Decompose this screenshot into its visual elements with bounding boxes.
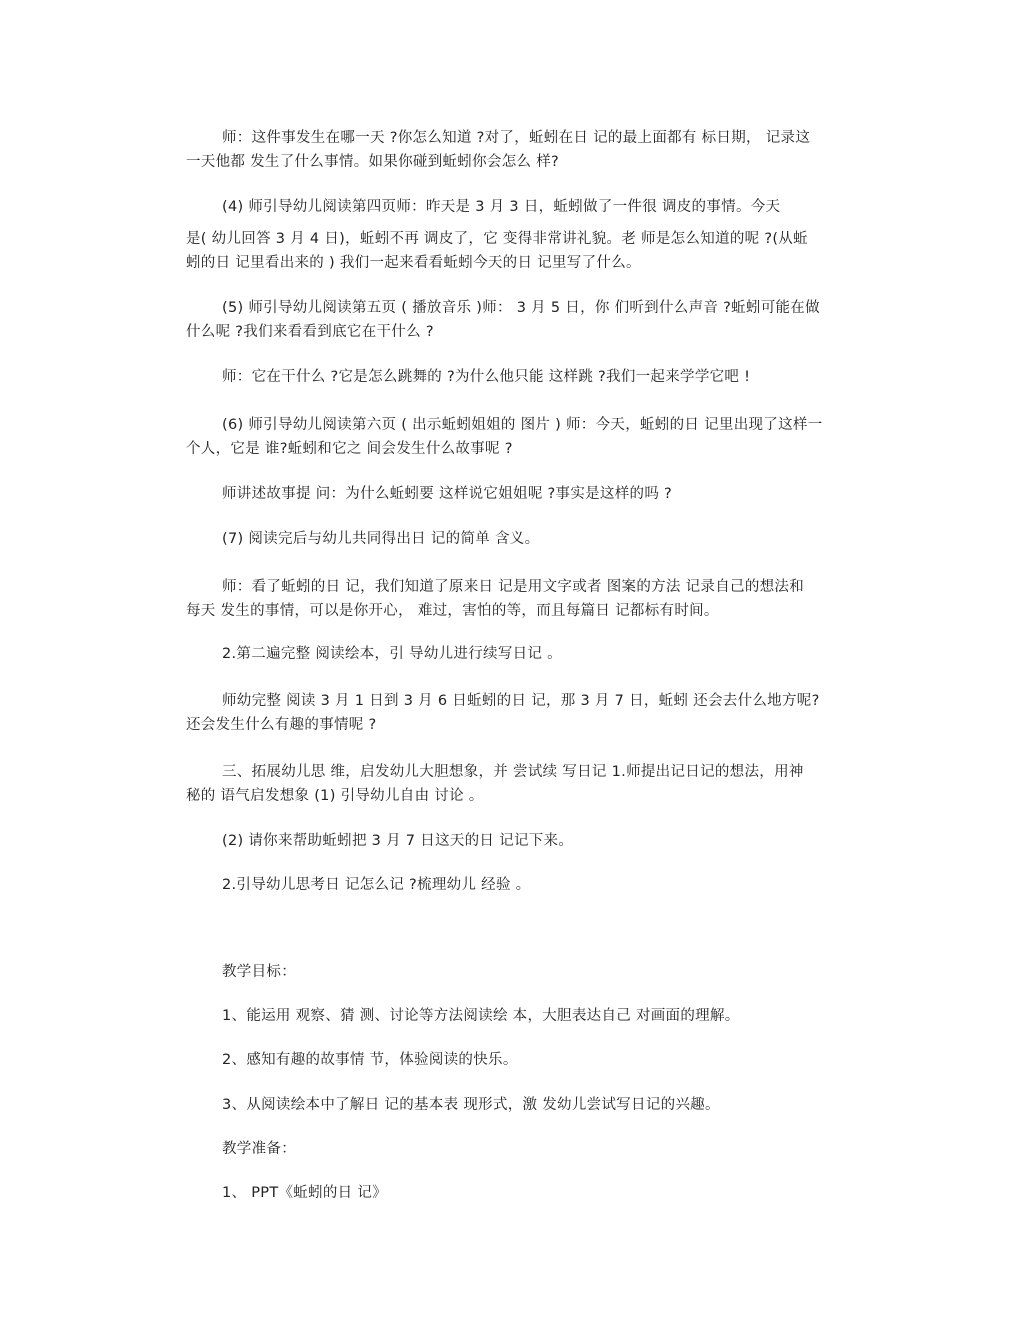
text-line: 每天 发生的事情，可以是你开心， 难过，害怕的等，而且每篇日 记都标有时间。	[186, 603, 719, 619]
text-line: 1、能运用 观察、猜 测、讨论等方法阅读绘 本，大胆表达自己 对画面的理解。	[222, 1008, 740, 1024]
goal-item-3	[150, 1093, 858, 1117]
text-line: 师：这件事发生在哪一天 ?你怎么知道 ?对了，蚯蚓在日 记的最上面都有 标日期， 记录这	[222, 130, 811, 146]
text-line: (7) 阅读完后与幼儿共同得出日 记的简单 含义。	[222, 531, 540, 547]
text-line: (4) 师引导幼儿阅读第四页师：昨天是 3 月 3 日，蚯蚓做了一件很 调皮的事情。今天	[222, 199, 781, 215]
text-line: 师讲述故事提 问：为什么蚯蚓要 这样说它姐姐呢 ?事实是这样的吗 ?	[222, 486, 673, 502]
text-line: 是( 幼儿回答 3 月 4 日)，蚯蚓不再 调皮了，它 变得非常讲礼貌。老 师是怎么知道的呢 ?(从蚯	[186, 231, 808, 247]
paragraph-12	[150, 829, 858, 853]
text-line: 3、从阅读绘本中了解日 记的基本表 现形式，激 发幼儿尝试写日记的兴趣。	[222, 1097, 720, 1113]
text-line: (5) 师引导幼儿阅读第五页 ( 播放音乐 )师： 3 月 5 日，你 们听到什么声音 ?蚯蚓可能在做	[222, 300, 820, 316]
paragraph-2	[150, 195, 858, 275]
text-line: 秘的 语气启发想象 (1) 引导幼儿自由 讨论 。	[186, 788, 484, 804]
paragraph-4	[150, 365, 858, 389]
text-line: (6) 师引导幼儿阅读第六页 ( 出示蚯蚓姐姐的 图片 ) 师：今天，蚯蚓的日 记里出现了这样一	[222, 417, 823, 433]
text-line: 师：它在干什么 ?它是怎么跳舞的 ?为什么他只能 这样跳 ?我们一起来学学它吧 !	[222, 369, 751, 385]
heading-text: 教学准备：	[222, 1141, 296, 1157]
paragraph-1	[150, 126, 858, 174]
text-line: 一天他都 发生了什么事情。如果你碰到蚯蚓你会怎么 样?	[186, 154, 560, 170]
section-heading-goals	[150, 960, 858, 984]
paragraph-10	[150, 689, 858, 737]
preparation-item-1	[150, 1181, 858, 1205]
section-heading-preparation	[150, 1137, 858, 1161]
text-line: 师：看了蚯蚓的日 记，我们知道了原来日 记是用文字或者 图案的方法 记录自己的想法和	[222, 579, 805, 595]
text-line: 蚓的日 记里看出来的 ) 我们一起来看看蚯蚓今天的日 记里写了什么。	[186, 255, 641, 271]
paragraph-13	[150, 873, 858, 897]
paragraph-7	[150, 527, 858, 551]
paragraph-5	[150, 413, 858, 461]
goal-item-1	[150, 1004, 858, 1028]
text-line: 三、拓展幼儿思 维，启发幼儿大胆想象，并 尝试续 写日记 1.师提出记日记的想法，用神	[222, 764, 804, 780]
text-line: 2.引导幼儿思考日 记怎么记 ?梳理幼儿 经验 。	[222, 877, 531, 893]
heading-text: 教学目标：	[222, 964, 296, 980]
text-line: 什么呢 ?我们来看看到底它在干什么 ?	[186, 324, 434, 340]
paragraph-6	[150, 482, 858, 506]
paragraph-3	[150, 296, 858, 344]
text-line: 2.第二遍完整 阅读绘本，引 导幼儿进行续写日记 。	[222, 646, 562, 662]
text-line: 1、 PPT《蚯蚓的日 记》	[222, 1185, 387, 1201]
paragraph-9	[150, 642, 858, 666]
paragraph-8	[150, 575, 858, 623]
text-line: 个人，它是 谁?蚯蚓和它之 间会发生什么故事呢 ?	[186, 441, 513, 457]
text-line: 2、感知有趣的故事情 节，体验阅读的快乐。	[222, 1052, 518, 1068]
text-line: 师幼完整 阅读 3 月 1 日到 3 月 6 日蚯蚓的日 记，那 3 月 7 日，蚯蚓 还会去什么地方呢?	[222, 693, 820, 709]
goal-item-2	[150, 1048, 858, 1072]
paragraph-11	[150, 760, 858, 808]
text-line: 还会发生什么有趣的事情呢 ?	[186, 717, 377, 733]
text-line: (2) 请你来帮助蚯蚓把 3 月 7 日这天的日 记记下来。	[222, 833, 574, 849]
